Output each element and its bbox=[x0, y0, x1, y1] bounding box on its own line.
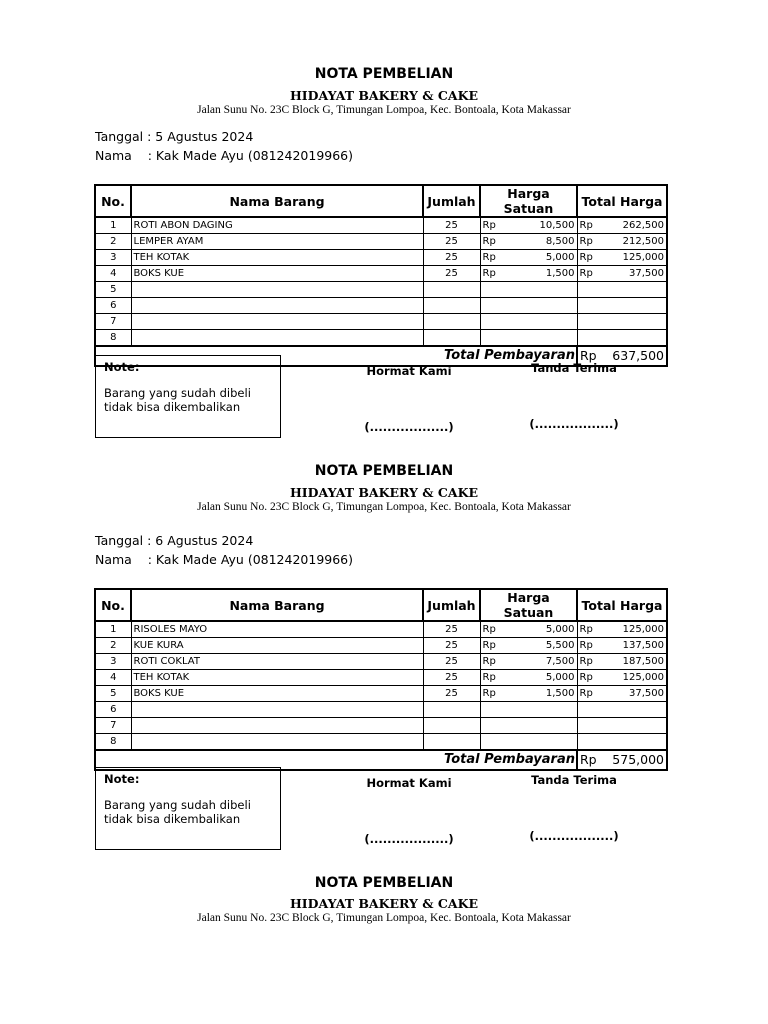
table-row bbox=[95, 217, 667, 234]
currency-label: Rp bbox=[579, 687, 593, 699]
unit-price-value: 5,000 bbox=[545, 671, 575, 683]
unit-price-value: 1,500 bbox=[545, 687, 575, 699]
header-total-price: Total Harga bbox=[577, 185, 667, 217]
signature-label-right: Tanda Terima bbox=[531, 773, 617, 787]
note-box bbox=[95, 355, 281, 438]
currency-label: Rp bbox=[579, 671, 593, 683]
currency-label: Rp bbox=[482, 219, 496, 231]
row-no: 5 bbox=[95, 686, 131, 702]
row-item bbox=[131, 314, 423, 330]
header-unit-price: Harga Satuan bbox=[480, 185, 577, 217]
currency-label: Rp bbox=[579, 219, 593, 231]
row-total-price bbox=[577, 621, 667, 638]
table-header-row bbox=[95, 589, 667, 621]
unit-price-value: 5,000 bbox=[545, 251, 575, 263]
row-item: ROTI COKLAT bbox=[131, 654, 423, 670]
table-row bbox=[95, 734, 667, 751]
currency-label: Rp bbox=[482, 639, 496, 651]
table-row bbox=[95, 621, 667, 638]
date-line: Tanggal : 5 Agustus 2024 bbox=[95, 129, 254, 144]
shop-address: Jalan Sunu No. 23C Block G, Timungan Lompoa, Kec. Bontoala, Kota Makassar bbox=[197, 912, 571, 924]
note-box bbox=[95, 767, 281, 850]
row-no: 2 bbox=[95, 638, 131, 654]
total-price-value: 37,500 bbox=[629, 687, 664, 699]
unit-price-value: 5,000 bbox=[545, 623, 575, 635]
total-payment-label: Total Pembayaran bbox=[95, 750, 577, 770]
total-price-value: 125,000 bbox=[622, 623, 664, 635]
row-no: 3 bbox=[95, 654, 131, 670]
total-price-value: 262,500 bbox=[622, 219, 664, 231]
table-row bbox=[95, 234, 667, 250]
row-item: BOKS KUE bbox=[131, 686, 423, 702]
signature-line-right: (..................) bbox=[529, 417, 619, 431]
row-no: 3 bbox=[95, 250, 131, 266]
table-row bbox=[95, 638, 667, 654]
header-qty: Jumlah bbox=[423, 589, 480, 621]
row-total-price bbox=[577, 217, 667, 234]
row-no: 8 bbox=[95, 330, 131, 347]
total-price-value: 125,000 bbox=[622, 251, 664, 263]
shop-address: Jalan Sunu No. 23C Block G, Timungan Lompoa, Kec. Bontoala, Kota Makassar bbox=[197, 501, 571, 513]
shop-name: HIDAYAT BAKERY & CAKE bbox=[290, 485, 478, 500]
table-row bbox=[95, 654, 667, 670]
header-unit-price: Harga Satuan bbox=[480, 589, 577, 621]
row-qty: 25 bbox=[423, 266, 480, 282]
row-no: 1 bbox=[95, 621, 131, 638]
row-no: 4 bbox=[95, 670, 131, 686]
row-unit-price bbox=[480, 314, 577, 330]
row-unit-price bbox=[480, 670, 577, 686]
row-unit-price bbox=[480, 217, 577, 234]
row-item: RISOLES MAYO bbox=[131, 621, 423, 638]
total-price-value: 37,500 bbox=[629, 267, 664, 279]
row-unit-price bbox=[480, 234, 577, 250]
row-no: 1 bbox=[95, 217, 131, 234]
row-qty: 25 bbox=[423, 686, 480, 702]
row-qty bbox=[423, 298, 480, 314]
receipt-title: NOTA PEMBELIAN bbox=[314, 66, 454, 82]
row-unit-price bbox=[480, 621, 577, 638]
row-unit-price bbox=[480, 702, 577, 718]
row-unit-price bbox=[480, 330, 577, 347]
row-unit-price bbox=[480, 298, 577, 314]
items-table bbox=[94, 588, 668, 771]
table-row bbox=[95, 250, 667, 266]
currency-label: Rp bbox=[579, 251, 593, 263]
note-text: Barang yang sudah dibeli tidak bisa dikembalikan bbox=[104, 798, 251, 826]
currency-label: Rp bbox=[482, 623, 496, 635]
items-table bbox=[94, 184, 668, 367]
total-payment-label: Total Pembayaran bbox=[95, 346, 577, 366]
signature-line-left: (..................) bbox=[364, 420, 454, 434]
row-qty bbox=[423, 718, 480, 734]
total-price-value: 212,500 bbox=[622, 235, 664, 247]
row-total-price bbox=[577, 266, 667, 282]
row-total-price bbox=[577, 250, 667, 266]
table-row bbox=[95, 330, 667, 347]
unit-price-value: 1,500 bbox=[545, 267, 575, 279]
row-item bbox=[131, 734, 423, 751]
row-total-price bbox=[577, 654, 667, 670]
row-unit-price bbox=[480, 686, 577, 702]
row-item bbox=[131, 330, 423, 347]
total-payment-value bbox=[577, 750, 667, 770]
row-no: 7 bbox=[95, 718, 131, 734]
row-unit-price bbox=[480, 266, 577, 282]
table-row bbox=[95, 266, 667, 282]
signature-label-left: Hormat Kami bbox=[366, 776, 452, 790]
row-unit-price bbox=[480, 654, 577, 670]
unit-price-value: 5,500 bbox=[545, 639, 575, 651]
row-unit-price bbox=[480, 638, 577, 654]
customer-name-line: Nama : Kak Made Ayu (081242019966) bbox=[95, 552, 354, 567]
signature-line-left: (..................) bbox=[364, 832, 454, 846]
header-item: Nama Barang bbox=[131, 185, 423, 217]
currency-label: Rp bbox=[580, 752, 597, 767]
note-title: Note: bbox=[104, 360, 140, 374]
row-item bbox=[131, 702, 423, 718]
shop-name: HIDAYAT BAKERY & CAKE bbox=[290, 896, 478, 911]
row-total-price bbox=[577, 686, 667, 702]
note-text: Barang yang sudah dibeli tidak bisa dikembalikan bbox=[104, 386, 251, 414]
shop-address: Jalan Sunu No. 23C Block G, Timungan Lompoa, Kec. Bontoala, Kota Makassar bbox=[197, 104, 571, 116]
currency-label: Rp bbox=[579, 267, 593, 279]
row-item bbox=[131, 282, 423, 298]
currency-label: Rp bbox=[482, 655, 496, 667]
currency-label: Rp bbox=[579, 655, 593, 667]
row-total-price bbox=[577, 314, 667, 330]
header-qty: Jumlah bbox=[423, 185, 480, 217]
row-no: 2 bbox=[95, 234, 131, 250]
table-row bbox=[95, 298, 667, 314]
receipt-title: NOTA PEMBELIAN bbox=[314, 463, 454, 479]
table-row bbox=[95, 718, 667, 734]
row-qty bbox=[423, 734, 480, 751]
currency-label: Rp bbox=[482, 235, 496, 247]
row-total-price bbox=[577, 298, 667, 314]
row-unit-price bbox=[480, 718, 577, 734]
total-amount: 575,000 bbox=[612, 752, 664, 767]
row-unit-price bbox=[480, 734, 577, 751]
total-amount: 637,500 bbox=[612, 348, 664, 363]
row-item: LEMPER AYAM bbox=[131, 234, 423, 250]
row-total-price bbox=[577, 718, 667, 734]
unit-price-value: 8,500 bbox=[545, 235, 575, 247]
row-no: 4 bbox=[95, 266, 131, 282]
date-line: Tanggal : 6 Agustus 2024 bbox=[95, 533, 254, 548]
row-qty: 25 bbox=[423, 621, 480, 638]
table-header-row bbox=[95, 185, 667, 217]
currency-label: Rp bbox=[579, 623, 593, 635]
row-qty: 25 bbox=[423, 638, 480, 654]
row-qty bbox=[423, 702, 480, 718]
header-no: No. bbox=[95, 589, 131, 621]
note-title: Note: bbox=[104, 772, 140, 786]
currency-label: Rp bbox=[482, 267, 496, 279]
table-row bbox=[95, 282, 667, 298]
row-total-price bbox=[577, 234, 667, 250]
row-qty bbox=[423, 282, 480, 298]
row-total-price bbox=[577, 330, 667, 347]
row-total-price bbox=[577, 670, 667, 686]
row-total-price bbox=[577, 638, 667, 654]
currency-label: Rp bbox=[482, 687, 496, 699]
unit-price-value: 7,500 bbox=[545, 655, 575, 667]
header-total-price: Total Harga bbox=[577, 589, 667, 621]
table-row bbox=[95, 686, 667, 702]
unit-price-value: 10,500 bbox=[539, 219, 575, 231]
row-qty: 25 bbox=[423, 217, 480, 234]
signature-line-right: (..................) bbox=[529, 829, 619, 843]
row-qty: 25 bbox=[423, 250, 480, 266]
row-no: 6 bbox=[95, 298, 131, 314]
row-item: ROTI ABON DAGING bbox=[131, 217, 423, 234]
row-qty bbox=[423, 314, 480, 330]
receipt-title: NOTA PEMBELIAN bbox=[314, 875, 454, 891]
signature-label-right: Tanda Terima bbox=[531, 361, 617, 375]
total-price-value: 137,500 bbox=[622, 639, 664, 651]
row-no: 6 bbox=[95, 702, 131, 718]
row-item bbox=[131, 718, 423, 734]
total-price-value: 187,500 bbox=[622, 655, 664, 667]
row-item: TEH KOTAK bbox=[131, 250, 423, 266]
table-row bbox=[95, 670, 667, 686]
currency-label: Rp bbox=[579, 639, 593, 651]
row-no: 7 bbox=[95, 314, 131, 330]
row-total-price bbox=[577, 702, 667, 718]
row-qty bbox=[423, 330, 480, 347]
row-qty: 25 bbox=[423, 234, 480, 250]
row-total-price bbox=[577, 734, 667, 751]
row-qty: 25 bbox=[423, 670, 480, 686]
customer-name-line: Nama : Kak Made Ayu (081242019966) bbox=[95, 148, 354, 163]
row-item bbox=[131, 298, 423, 314]
currency-label: Rp bbox=[579, 235, 593, 247]
total-price-value: 125,000 bbox=[622, 671, 664, 683]
currency-label: Rp bbox=[482, 671, 496, 683]
row-item: TEH KOTAK bbox=[131, 670, 423, 686]
header-no: No. bbox=[95, 185, 131, 217]
row-unit-price bbox=[480, 250, 577, 266]
row-qty: 25 bbox=[423, 654, 480, 670]
table-row bbox=[95, 702, 667, 718]
currency-label: Rp bbox=[482, 251, 496, 263]
row-no: 8 bbox=[95, 734, 131, 751]
row-unit-price bbox=[480, 282, 577, 298]
row-no: 5 bbox=[95, 282, 131, 298]
header-item: Nama Barang bbox=[131, 589, 423, 621]
row-total-price bbox=[577, 282, 667, 298]
row-item: KUE KURA bbox=[131, 638, 423, 654]
row-item: BOKS KUE bbox=[131, 266, 423, 282]
table-row bbox=[95, 314, 667, 330]
shop-name: HIDAYAT BAKERY & CAKE bbox=[290, 88, 478, 103]
signature-label-left: Hormat Kami bbox=[366, 364, 452, 378]
currency-label: Rp bbox=[580, 348, 597, 363]
